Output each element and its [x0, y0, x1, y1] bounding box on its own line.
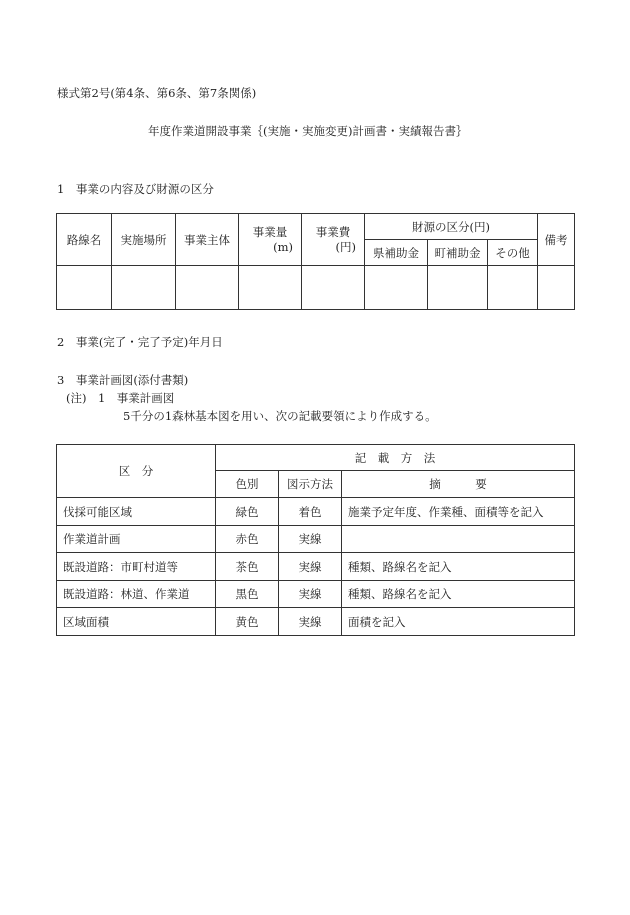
row-category: 既設道路：林道、作業道	[57, 581, 216, 608]
header-color: 色別	[216, 471, 279, 498]
note-label: (注) 1 事業計画図	[66, 391, 175, 405]
row-summary: 面積を記入	[342, 608, 575, 636]
section-2-heading: 2 事業(完了・完了予定)年月日	[57, 335, 223, 349]
header-category: 区 分	[57, 445, 216, 498]
quantity-label: 事業量	[252, 224, 288, 239]
row-color: 緑色	[216, 498, 279, 526]
header-entity: 事業主体	[176, 214, 239, 266]
row-summary	[342, 526, 575, 553]
cost-label: 事業費	[315, 224, 351, 239]
header-quantity	[239, 214, 302, 266]
row-color: 黒色	[216, 581, 279, 608]
cell-other[interactable]	[488, 266, 538, 310]
header-remarks: 備考	[538, 214, 575, 266]
row-summary: 種類、路線名を記入	[342, 581, 575, 608]
section-3-heading: 3 事業計画図(添付書類)	[57, 373, 189, 387]
row-color: 黄色	[216, 608, 279, 636]
cell-remarks[interactable]	[538, 266, 575, 310]
table-row	[57, 553, 575, 581]
row-category: 伐採可能区域	[57, 498, 216, 526]
header-other: その他	[488, 240, 538, 266]
cell-location[interactable]	[112, 266, 176, 310]
row-category: 既設道路：市町村道等	[57, 553, 216, 581]
cell-entity[interactable]	[176, 266, 239, 310]
cell-town-subsidy[interactable]	[428, 266, 488, 310]
table-row	[57, 608, 575, 636]
row-color: 茶色	[216, 553, 279, 581]
form-number: 様式第2号(第4条、第6条、第7条関係)	[57, 86, 257, 100]
cell-quantity[interactable]	[239, 266, 302, 310]
note-text: 5千分の1森林基本図を用い、次の記載要領により作成する。	[123, 409, 437, 423]
cell-cost[interactable]	[302, 266, 365, 310]
row-display: 実線	[279, 608, 342, 636]
quantity-unit: (m)	[273, 239, 293, 254]
funding-table	[56, 213, 575, 310]
header-display-method: 図示方法	[279, 471, 342, 498]
cell-prefecture-subsidy[interactable]	[365, 266, 428, 310]
table-row	[57, 581, 575, 608]
row-display: 着色	[279, 498, 342, 526]
header-funding-group: 財源の区分(円)	[365, 214, 538, 240]
row-color: 赤色	[216, 526, 279, 553]
header-route-name: 路線名	[57, 214, 112, 266]
table-row	[57, 526, 575, 553]
row-display: 実線	[279, 553, 342, 581]
drawing-method-table	[56, 444, 575, 636]
row-category: 区域面積	[57, 608, 216, 636]
table-row	[57, 498, 575, 526]
header-prefecture-subsidy: 県補助金	[365, 240, 428, 266]
table-row	[57, 266, 575, 310]
row-display: 実線	[279, 526, 342, 553]
row-summary: 種類、路線名を記入	[342, 553, 575, 581]
section-1-heading: 1 事業の内容及び財源の区分	[57, 182, 214, 196]
row-summary: 施業予定年度、作業種、面積等を記入	[342, 498, 575, 526]
header-method-group: 記 載 方 法	[216, 445, 575, 471]
header-location: 実施場所	[112, 214, 176, 266]
header-town-subsidy: 町補助金	[428, 240, 488, 266]
cell-route-name[interactable]	[57, 266, 112, 310]
row-display: 実線	[279, 581, 342, 608]
header-summary: 摘 要	[342, 471, 575, 498]
row-category: 作業道計画	[57, 526, 216, 553]
header-cost	[302, 214, 365, 266]
cost-unit: (円)	[335, 239, 356, 254]
document-title: 年度作業道開設事業｛(実施・実施変更)計画書・実績報告書｝	[148, 124, 468, 138]
